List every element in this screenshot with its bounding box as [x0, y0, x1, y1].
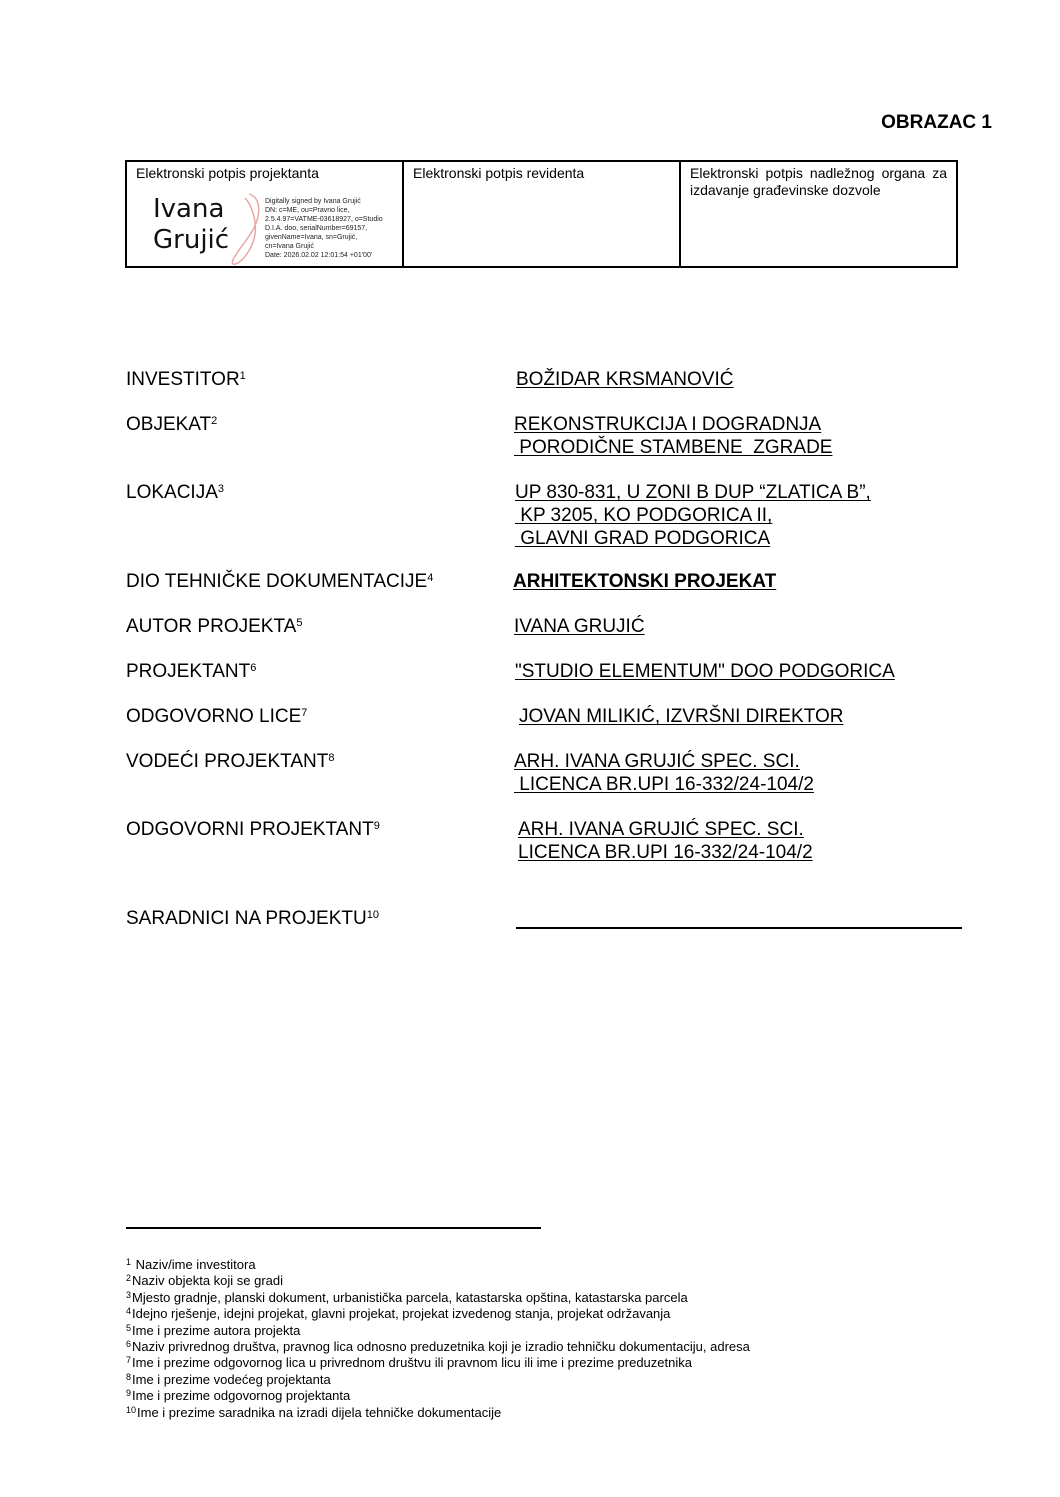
designer-signature-cell: [127, 162, 404, 266]
footnote-4: $^4$Idejno rješenje, idejni projekat, glavni projekat, projekat izvedenog stanja, projekat održavanja: [126, 1306, 671, 1322]
signature-table: [125, 160, 958, 268]
field-value: IVANA GRUJIĆ: [514, 616, 645, 637]
field-value: BOŽIDAR KRSMANOVIĆ: [516, 369, 734, 390]
reviewer-signature-label: Elektronski potpis revidenta: [413, 165, 585, 181]
footnote-separator: [126, 1227, 541, 1229]
designer-signature-label: Elektronski potpis projektanta: [136, 165, 319, 181]
reviewer-signature-cell: [404, 162, 681, 266]
field-label: SARADNICI NA PROJEKTU$^{10}$: [126, 908, 379, 929]
field-value: JOVAN MILIKIĆ, IZVRŠNI DIREKTOR: [519, 706, 844, 727]
authority-signature-label: Elektronski potpis nadležnog organa za izdavanje građevinske dozvole: [690, 165, 947, 198]
field-value: ARHITEKTONSKI PROJEKAT: [513, 571, 777, 592]
field-label: DIO TEHNIČKE DOKUMENTACIJE$^4$: [126, 571, 434, 592]
footnote-1: $^1$ Naziv/ime investitora: [126, 1257, 256, 1272]
sig-detail-line: Date: 2026.02.02 12:01:54 +01'00': [265, 252, 373, 259]
field-label: VODEĆI PROJEKTANT$^8$: [126, 751, 335, 772]
field-label: PROJEKTANT$^6$: [126, 661, 257, 682]
sig-detail-line: D.I.A. doo, serialNumber=69157,: [265, 225, 368, 232]
authority-signature-cell: [681, 162, 956, 266]
field-label: AUTOR PROJEKTA$^5$: [126, 616, 303, 637]
form-code: OBRAZAC 1: [881, 112, 992, 133]
signer-first-name: Ivana: [153, 194, 225, 224]
signer-last-name: Grujić: [153, 225, 230, 255]
collaborators-blank-line: [516, 927, 962, 929]
footnote-6: $^6$Naziv privrednog društva, pravnog lica odnosno preduzetnika koji je izradio tehničku dokumentaciju, adresa: [126, 1339, 750, 1355]
field-label: ODGOVORNI PROJEKTANT$^9$: [126, 819, 380, 840]
footnote-2: $^2$Naziv objekta koji se gradi: [126, 1273, 284, 1289]
footnote-10: $^{10}$Ime i prezime saradnika na izradi dijela tehničke dokumentacije: [126, 1404, 502, 1420]
field-value: ARH. IVANA GRUJIĆ SPEC. SCI. LICENCA BR.UPI 16-332/24-104/2: [518, 819, 813, 863]
footnote-7: $^7$Ime i prezime odgovornog lica u privrednom društvu ili pravnom licu ili ime i prezime preduzetnika: [126, 1355, 692, 1371]
footnote-9: $^9$Ime i prezime odgovornog projektanta: [126, 1388, 351, 1404]
footnote-8: $^8$Ime i prezime vodećeg projektanta: [126, 1371, 331, 1387]
field-label: INVESTITOR$^1$: [126, 369, 246, 390]
field-label: ODGOVORNO LICE$^7$: [126, 706, 308, 727]
sig-detail-line: DN: c=ME, ou=Pravno lice,: [265, 207, 350, 214]
footnotes: [126, 1257, 750, 1421]
footnote-3: $^3$Mjesto gradnje, planski dokument, urbanistička parcela, katastarska opština, katastarska parcela: [126, 1289, 688, 1305]
field-label: OBJEKAT$^2$: [126, 414, 218, 435]
field-value: UP 830-831, U ZONI B DUP “ZLATICA B”, KP 3205, KO PODGORICA II, GLAVNI GRAD PODGORICA: [515, 482, 871, 549]
signature-details: [265, 197, 405, 260]
sig-detail-line: givenName=Ivana, sn=Grujić,: [265, 234, 358, 241]
field-label: LOKACIJA$^3$: [126, 482, 224, 503]
field-value: REKONSTRUKCIJA I DOGRADNJA PORODIČNE STAMBENE ZGRADE: [514, 414, 833, 458]
sig-detail-line: 2.5.4.97=VATME-03618927, o=Studio: [265, 216, 383, 223]
field-value: ARH. IVANA GRUJIĆ SPEC. SCI. LICENCA BR.UPI 16-332/24-104/2: [514, 751, 814, 795]
signer-name: [153, 194, 229, 256]
sig-detail-line: cn=Ivana Grujić: [265, 243, 314, 250]
signature-flourish-icon: [219, 190, 269, 268]
field-value: "STUDIO ELEMENTUM" DOO PODGORICA: [515, 661, 895, 682]
sig-detail-line: Digitally signed by Ivana Grujić: [265, 198, 361, 205]
footnote-5: $^5$Ime i prezime autora projekta: [126, 1322, 301, 1338]
